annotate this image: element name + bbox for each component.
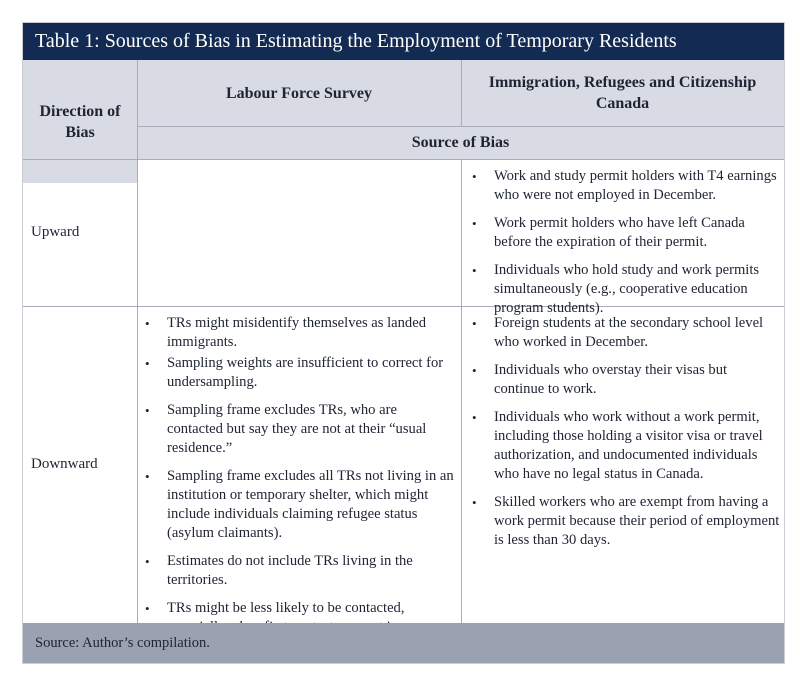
header-labour-force-survey: Labour Force Survey [137, 60, 461, 126]
header-direction-of-bias: Direction of Bias [23, 60, 137, 183]
list-item: • Sampling weights are insufficient to correct for undersampling. [141, 354, 455, 392]
list-item: • Individuals who work without a work permit, including those holding a visitor visa or travel authorization, and undocumented individuals who have no legal status in Canada. [468, 408, 780, 484]
list-item: • Individuals who hold study and work permits simultaneously (e.g., cooperative education program students). [468, 261, 780, 318]
list-item: • Sampling frame excludes all TRs not living in an institution or temporary shelter, which might include individuals claiming refugee status (asylum claimants). [141, 467, 455, 543]
upward-ircc-list [468, 167, 780, 327]
downward-ircc-list [468, 314, 780, 559]
row-label-upward: Upward [31, 224, 80, 240]
source-note: Source: Author’s compilation. [23, 623, 784, 663]
list-item: • Sampling frame excludes TRs, who are contacted but say they are not at their “usual residence.” [141, 401, 455, 458]
list-item: • Work and study permit holders with T4 earnings who were not employed in December. [468, 167, 780, 205]
table-figure [22, 22, 785, 664]
list-item: • Foreign students at the secondary school level who worked in December. [468, 314, 780, 352]
divider [23, 159, 784, 160]
divider [461, 60, 462, 126]
header-source-of-bias: Source of Bias [137, 126, 784, 159]
list-item: • TRs might be less likely to be contacted, [141, 599, 455, 637]
list-item: • Estimates do not include TRs living in the territories. [141, 552, 455, 590]
list-item: • Work permit holders who have left Canada before the expiration of their permit. [468, 214, 780, 252]
list-item: • Skilled workers who are exempt from having a work permit because their period of employment is less than 30 days. [468, 493, 780, 550]
divider [137, 126, 784, 127]
header-ircc: Immigration, Refugees and Citizenship Canada [461, 60, 784, 126]
divider [137, 60, 138, 623]
row-label-downward: Downward [31, 456, 98, 472]
table-title: Table 1: Sources of Bias in Estimating the Employment of Temporary Residents [23, 23, 784, 60]
downward-lfs-list [141, 314, 455, 646]
list-item: • Individuals who overstay their visas but continue to work. [468, 361, 780, 399]
divider [461, 159, 462, 623]
list-item: • TRs might misidentify themselves as landed immigrants. [141, 314, 455, 352]
